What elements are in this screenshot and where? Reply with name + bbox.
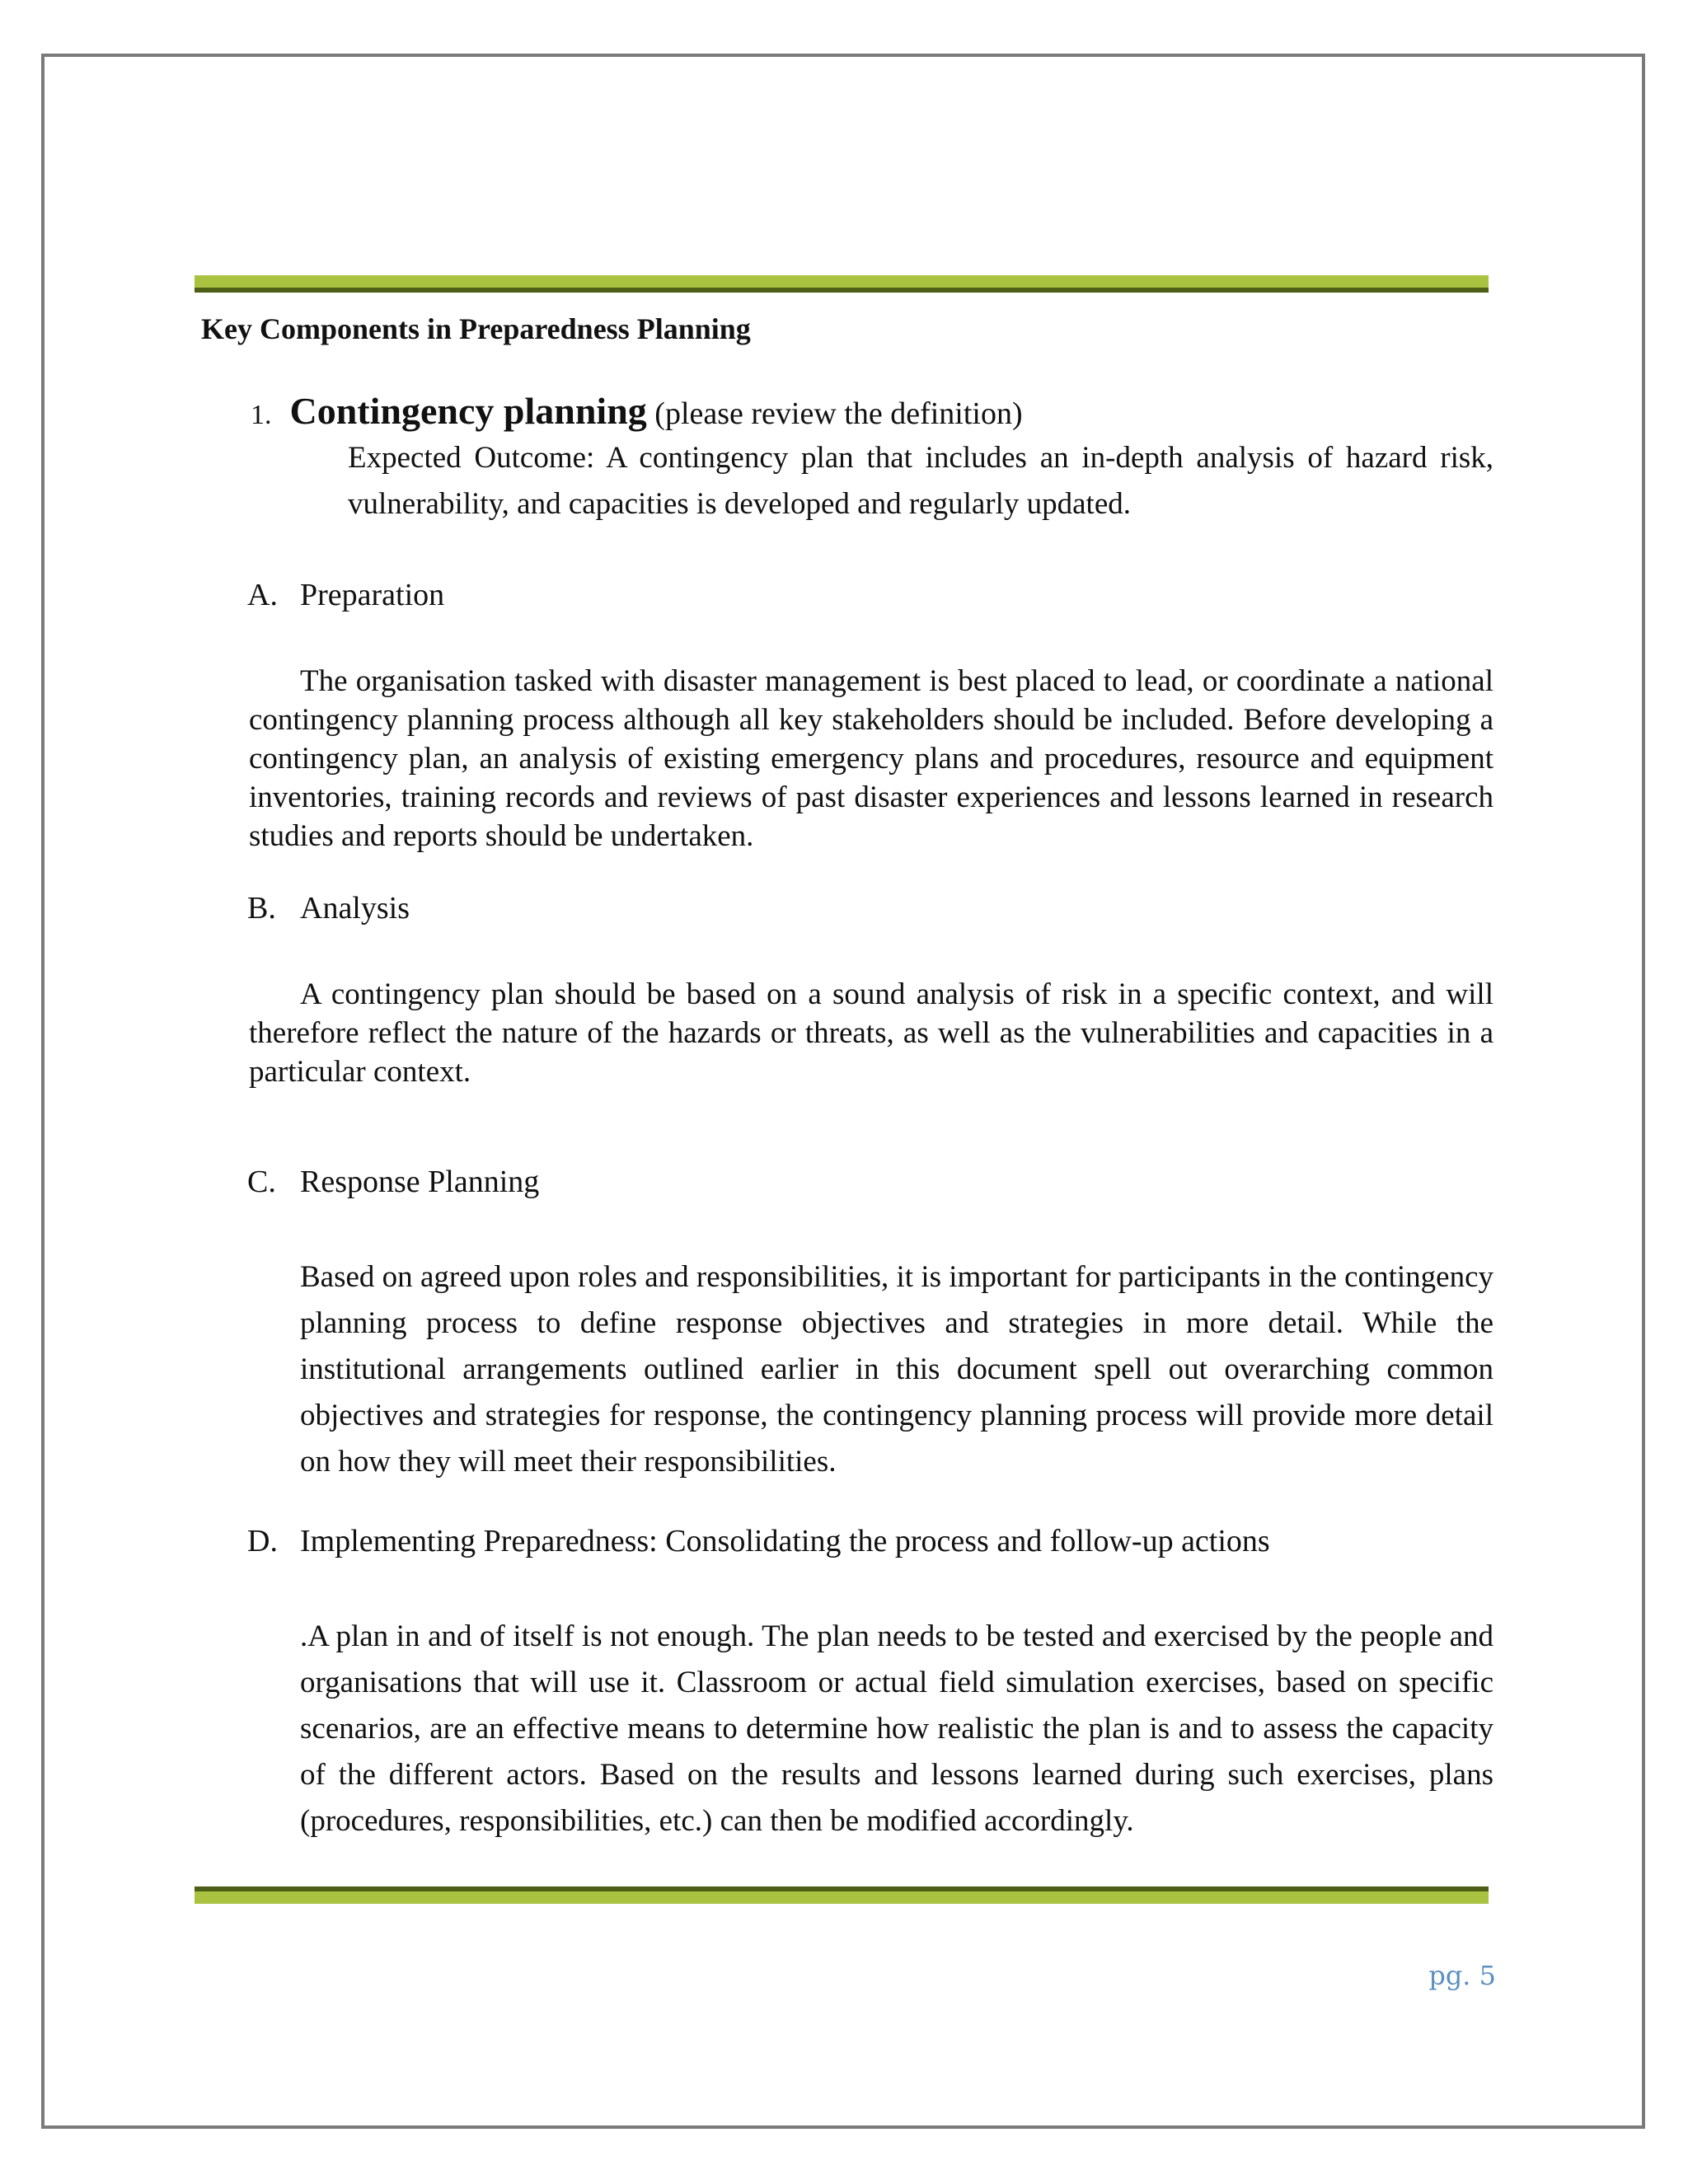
subsection-heading-preparation (247, 577, 444, 613)
expected-outcome-text: Expected Outcome: A contingency plan that includes an in-depth analysis of hazard risk, vulnerability, and capacities is developed and regularly updated. (348, 441, 1493, 521)
subsection-heading-response-planning (247, 1164, 539, 1200)
preparation-paragraph: The organisation tasked with disaster management is best placed to lead, or coordinate a national contingency planning process although all key stakeholders should be included. Before developing a contingency plan, an analysis of existing emergency plans and procedures, resource and equipment inventories, training records and reviews of past disaster experiences and lessons learned in research studies and reports should be undertaken. (249, 664, 1493, 853)
list-item-1-number: 1. (251, 400, 272, 430)
header-rule (195, 275, 1489, 293)
subsection-letter: D. (247, 1524, 278, 1558)
subsection-letter: C. (247, 1165, 276, 1199)
subsection-heading-implementing-preparedness (247, 1523, 1270, 1559)
subsection-title: Implementing Preparedness: Consolidating the process and follow-up actions (300, 1524, 1270, 1558)
response-planning-paragraph: Based on agreed upon roles and responsibilities, it is important for participants in the contingency planning process to define response objectives and strategies in more detail. While the institutional arrangements outlined earlier in this document spell out overarching common objectives and strategies for response, the contingency planning process will provide more detail on how they will meet their responsibilities. (300, 1260, 1493, 1479)
header-rule-light-band (195, 275, 1489, 288)
footer-rule-light-band (195, 1891, 1489, 1904)
list-item-1-term: Contingency planning (289, 390, 647, 432)
subsection-title: Preparation (300, 578, 445, 612)
analysis-paragraph: A contingency plan should be based on a sound analysis of risk in a specific context, and will therefore reflect the nature of the hazards or threats, as well as the vulnerabilities and capacities in a particular context. (249, 977, 1493, 1089)
implementing-preparedness-paragraph: .A plan in and of itself is not enough. The plan needs to be tested and exercised by the people and organisations that will use it. Classroom or actual field simulation exercises, based on specific scenarios, are an effective means to determine how realistic the plan is and to assess the capacity of the different actors. Based on the results and lessons learned during such exercises, plans (procedures, responsibilities, etc.) can then be modified accordingly. (300, 1619, 1493, 1838)
page-number: pg. 5 (1428, 1960, 1496, 1991)
list-item-1-note: (please review the definition) (646, 396, 1023, 431)
subsection-letter: A. (247, 578, 278, 612)
list-item-1-heading (251, 389, 1023, 433)
footer-rule (195, 1886, 1489, 1904)
subsection-heading-analysis (247, 890, 410, 926)
header-rule-dark-band (195, 288, 1489, 293)
section-title: Key Components in Preparedness Planning (201, 312, 751, 345)
subsection-letter: B. (247, 891, 276, 926)
subsection-title: Analysis (300, 891, 410, 926)
subsection-title: Response Planning (300, 1165, 540, 1199)
